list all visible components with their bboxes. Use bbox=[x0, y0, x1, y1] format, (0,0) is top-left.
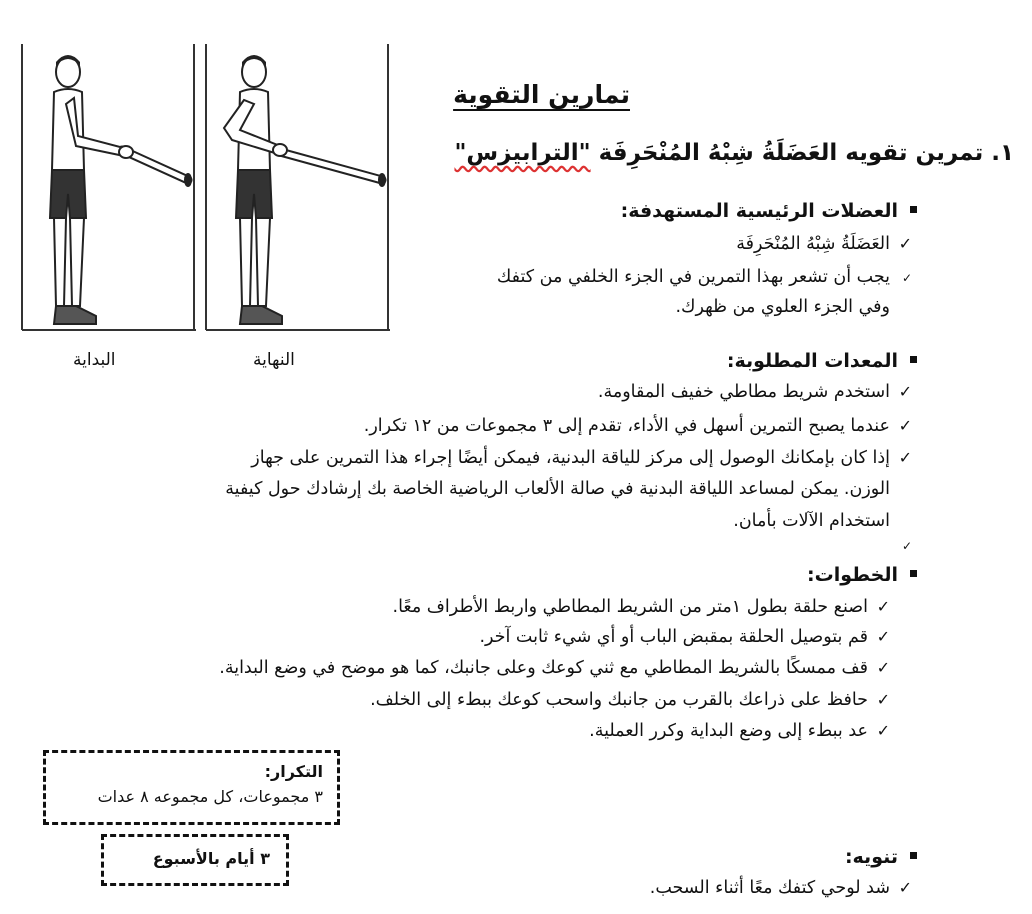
equipment-item-continuation: استخدام الآلات بأمان. bbox=[733, 511, 890, 531]
note-item bbox=[650, 874, 912, 902]
repetition-box bbox=[43, 750, 340, 825]
step-item-text: حافظ على ذراعك بالقرب من جانبك واسحب كوعك ببطء إلى الخلف. bbox=[370, 690, 868, 710]
checkmark-icon: ✓ bbox=[901, 539, 912, 553]
muscles-item-continuation: وفي الجزء العلوي من ظهرك. bbox=[675, 297, 890, 317]
step-item bbox=[370, 686, 890, 714]
illustration-svg bbox=[18, 44, 398, 364]
step-item-text: عد ببطء إلى وضع البداية وكرر العملية. bbox=[589, 721, 868, 741]
empty-check-item bbox=[890, 532, 912, 560]
checkmark-icon: ✓ bbox=[876, 658, 890, 677]
square-bullet-icon bbox=[910, 852, 917, 859]
page-title: تمارين التقوية bbox=[453, 80, 630, 109]
muscles-item-text: العَضَلَةُ شِبْهُ المُنْحَرِفَة bbox=[736, 234, 890, 254]
muscles-item bbox=[497, 264, 912, 292]
note-heading bbox=[845, 846, 917, 868]
checkmark-icon: ✓ bbox=[898, 234, 912, 253]
repetition-value: ٣ مجموعات، كل مجموعه ٨ عدات bbox=[97, 787, 323, 806]
exercise-title bbox=[454, 140, 1014, 166]
checkmark-icon: ✓ bbox=[898, 416, 912, 435]
square-bullet-icon bbox=[910, 570, 917, 577]
equipment-item-text: إذا كان بإمكانك الوصول إلى مركز للياقة البدنية، فيمكن أيضًا إجراء هذا التمرين على جهاز bbox=[251, 448, 890, 468]
equipment-item-text: عندما يصبح التمرين أسهل في الأداء، تقدم إلى ٣ مجموعات من ١٢ تكرار. bbox=[363, 416, 890, 436]
exercise-title-prefix: ١. تمرين تقويه العَضَلَةُ شِبْهُ المُنْحَرِفَة bbox=[590, 140, 1014, 166]
checkmark-icon: ✓ bbox=[876, 721, 890, 740]
muscles-heading bbox=[621, 200, 917, 222]
equipment-item bbox=[364, 412, 912, 440]
equipment-item bbox=[598, 378, 912, 406]
step-item bbox=[589, 717, 890, 745]
muscles-heading-text: العضلات الرئيسية المستهدفة: bbox=[620, 200, 898, 222]
muscles-item-text: يجب أن تشعر بهذا التمرين في الجزء الخلفي من كتفك bbox=[496, 267, 890, 287]
exercise-title-quoted: "الترابيزس" bbox=[454, 140, 591, 166]
muscles-item bbox=[736, 230, 912, 258]
equipment-heading-text: المعدات المطلوبة: bbox=[726, 350, 898, 372]
equipment-item-continuation: الوزن. يمكن لمساعد اللياقة البدنية في صالة الألعاب الرياضية الخاصة بك إرشادك حول كيفية bbox=[225, 479, 890, 499]
steps-heading bbox=[807, 564, 917, 586]
step-item bbox=[479, 623, 890, 651]
checkmark-icon: ✓ bbox=[876, 627, 890, 646]
exercise-illustration bbox=[18, 44, 398, 364]
equipment-item-text: استخدم شريط مطاطي خفيف المقاومة. bbox=[597, 382, 890, 402]
end-position-figure bbox=[206, 44, 390, 330]
checkmark-icon: ✓ bbox=[876, 597, 890, 616]
equipment-heading bbox=[727, 350, 917, 372]
caption-start: البداية bbox=[73, 350, 116, 370]
step-item-text: اصنع حلقة بطول ١متر من الشريط المطاطي واربط الأطراف معًا. bbox=[392, 597, 868, 617]
caption-end: النهاية bbox=[253, 350, 295, 370]
start-position-figure bbox=[22, 44, 196, 330]
step-item bbox=[393, 593, 890, 621]
checkmark-icon: ✓ bbox=[898, 382, 912, 401]
checkmark-icon: ✓ bbox=[898, 448, 912, 467]
step-item-text: قم بتوصيل الحلقة بمقبض الباب أو أي شيء ثابت آخر. bbox=[479, 627, 868, 647]
step-item-text: قف ممسكًا بالشريط المطاطي مع ثني كوعك وعلى جانبك، كما هو موضح في وضع البداية. bbox=[219, 658, 868, 678]
frequency-box bbox=[101, 834, 289, 886]
checkmark-icon: ✓ bbox=[901, 271, 912, 285]
frequency-value: ٣ أيام بالأسبوع bbox=[152, 849, 270, 868]
checkmark-icon: ✓ bbox=[876, 690, 890, 709]
square-bullet-icon bbox=[910, 356, 917, 363]
note-heading-text: تنويه: bbox=[844, 846, 898, 868]
repetition-label: التكرار: bbox=[264, 762, 323, 781]
checkmark-icon: ✓ bbox=[898, 878, 912, 897]
steps-heading-text: الخطوات: bbox=[807, 564, 898, 586]
square-bullet-icon bbox=[910, 206, 917, 213]
step-item bbox=[219, 654, 890, 682]
note-item-text: شد لوحي كتفك معًا أثناء السحب. bbox=[649, 878, 890, 898]
equipment-item bbox=[251, 444, 912, 472]
